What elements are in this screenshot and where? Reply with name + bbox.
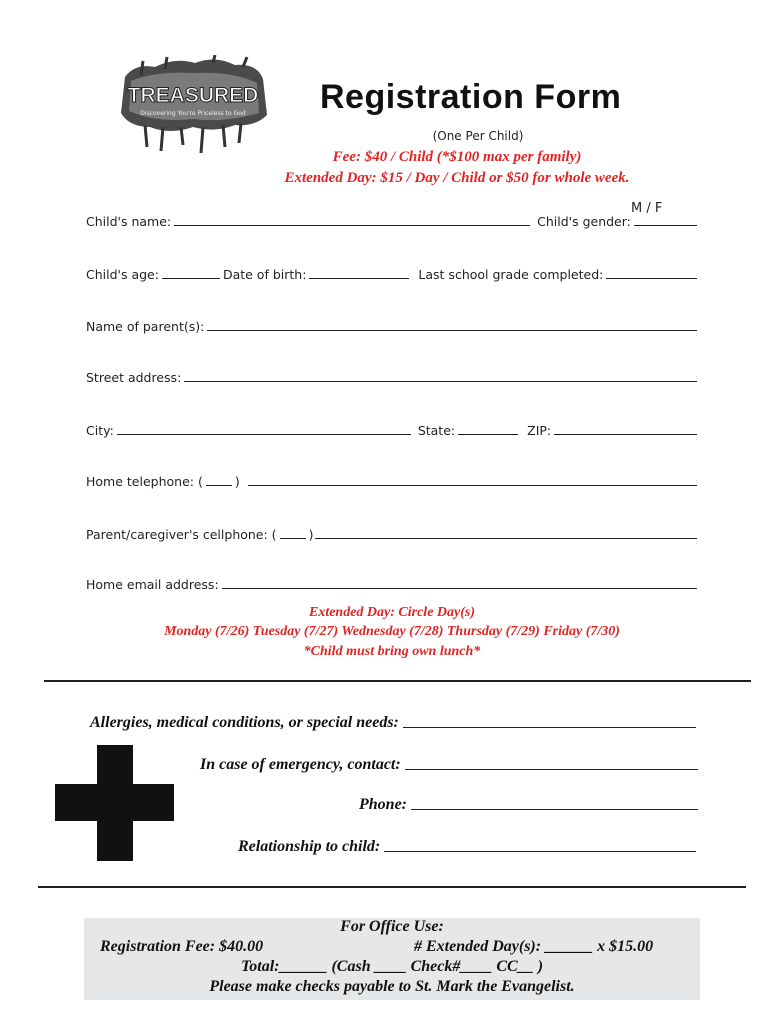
row-name-gender [86,214,697,229]
row-street [86,370,697,385]
page-title: Registration Form [320,78,622,116]
row-age-dob-grade [86,267,697,282]
logo-tagline: Discovering You're Priceless to God [140,110,246,117]
registration-fee: Registration Fee: $40.00 [100,938,264,955]
cellphone-label: Parent/caregiver's cellphone: ( [86,527,277,542]
last-grade-label: Last school grade completed: [418,267,604,282]
office-use-heading: For Office Use: [340,918,444,935]
medical-cross-icon-bar [55,784,174,821]
extended-day-note: *Child must bring own lunch* [303,644,481,659]
zip-field[interactable] [554,433,697,435]
extended-day-heading: Extended Day: Circle Day(s) [308,605,476,620]
email-label: Home email address: [86,577,219,592]
row-parent-names [86,319,697,334]
childs-gender-label: Child's gender: [537,214,631,229]
relationship-label: Relationship to child: [238,838,381,855]
allergies-label: Allergies, medical conditions, or special needs: [90,714,399,731]
relationship-field[interactable] [384,851,696,852]
childs-gender-field[interactable] [634,224,697,226]
row-email [86,577,697,592]
home-phone-close-paren: ) [234,474,240,489]
extended-days-calc: # Extended Day(s): ______ x $15.00 [414,938,654,955]
divider-top [44,680,751,682]
childs-age-label: Child's age: [86,267,159,282]
gender-options: M / F [631,201,663,216]
childs-name-label: Child's name: [86,214,172,229]
city-field[interactable] [117,433,411,435]
cellphone-area-field[interactable] [280,537,306,539]
office-use-box [84,918,700,1000]
logo-text: TREASURED [127,84,259,107]
emergency-contact-field[interactable] [405,769,698,770]
parent-names-label: Name of parent(s): [86,319,205,334]
page-subtitle: (One Per Child) [432,129,524,143]
treasured-logo [115,55,270,155]
home-phone-field[interactable] [248,484,697,486]
row-cellphone [86,527,697,542]
row-home-phone [86,474,697,489]
row-relationship [238,838,696,856]
row-emergency [200,756,698,774]
row-city-state-zip [86,423,697,438]
divider-bottom [38,886,746,888]
state-field[interactable] [458,433,518,435]
extended-day-options[interactable]: Monday (7/26) Tuesday (7/27) Wednesday (7/28) Thursday (7/29) Friday (7/30) [164,624,620,639]
last-grade-field[interactable] [606,277,697,279]
allergies-field[interactable] [403,727,696,728]
street-address-label: Street address: [86,370,182,385]
row-phone [359,796,698,814]
date-of-birth-label: Date of birth: [222,267,307,282]
city-label: City: [86,423,114,438]
email-field[interactable] [222,587,697,589]
emergency-phone-field[interactable] [411,809,698,810]
childs-age-field[interactable] [162,277,220,279]
office-total: Total:______ (Cash ____ Check#____ CC__ ) [240,958,544,975]
emergency-contact-label: In case of emergency, contact: [200,756,401,773]
childs-name-field[interactable] [174,224,530,226]
row-allergies [90,714,696,732]
zip-label: ZIP: [527,423,552,438]
home-phone-area-field[interactable] [206,484,232,486]
checks-payable-note: Please make checks payable to St. Mark the Evangelist. [209,978,575,995]
street-address-field[interactable] [184,380,697,382]
extended-day-fee-line: Extended Day: $15 / Day / Child or $50 for whole week. [284,170,630,186]
date-of-birth-field[interactable] [309,277,409,279]
cellphone-close-paren: ) [308,527,314,542]
parent-names-field[interactable] [207,329,697,331]
emergency-phone-label: Phone: [359,796,407,813]
cellphone-field[interactable] [315,537,697,539]
fee-line: Fee: $40 / Child (*$100 max per family) [332,149,582,165]
state-label: State: [417,423,456,438]
home-phone-label: Home telephone: ( [86,474,203,489]
